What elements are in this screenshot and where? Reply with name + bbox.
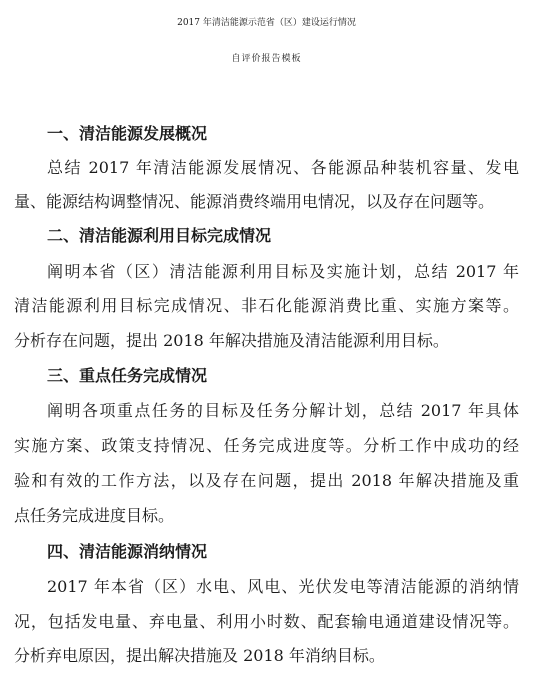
document-title-line-1: 2017 年清洁能源示范省（区）建设运行情况	[177, 18, 356, 28]
section-3-line-1: 阐明各项重点任务的目标及任务分解计划，总结 2017 年具体	[47, 401, 519, 420]
section-1-line-1: 总结 2017 年清洁能源发展情况、各能源品种装机容量、发电	[47, 158, 519, 177]
section-1-heading: 一、清洁能源发展概况	[47, 124, 208, 143]
section-3-heading: 三、重点任务完成情况	[47, 366, 208, 385]
section-1-line-2: 量、能源结构调整情况、能源消费终端用电情况，以及存在问题等。	[14, 192, 495, 211]
section-4-line-1: 2017 年本省（区）水电、风电、光伏发电等清洁能源的消纳情	[47, 577, 519, 596]
section-3-line-3: 验和有效的工作方法，以及存在问题，提出 2018 年解决措施及重	[14, 471, 519, 490]
section-4-line-2: 况，包括发电量、弃电量、利用小时数、配套输电通道建设情况等。	[14, 612, 519, 631]
section-3-line-2: 实施方案、政策支持情况、任务完成进度等。分析工作中成功的经	[14, 436, 519, 455]
section-2-line-3: 分析存在问题，提出 2018 年解决措施及清洁能源利用目标。	[14, 331, 449, 350]
section-2-heading: 二、清洁能源利用目标完成情况	[47, 226, 272, 245]
section-2-line-2: 清洁能源利用目标完成情况、非石化能源消费比重、实施方案等。	[14, 296, 519, 315]
section-2-line-1: 阐明本省（区）清洁能源利用目标及实施计划，总结 2017 年	[47, 262, 519, 281]
document-title-line-2: 自评价报告模板	[231, 54, 302, 64]
section-3-line-4: 点任务完成进度目标。	[14, 506, 175, 525]
section-4-heading: 四、清洁能源消纳情况	[47, 542, 208, 561]
section-4-line-3: 分析弃电原因，提出解决措施及 2018 年消纳目标。	[14, 646, 385, 665]
